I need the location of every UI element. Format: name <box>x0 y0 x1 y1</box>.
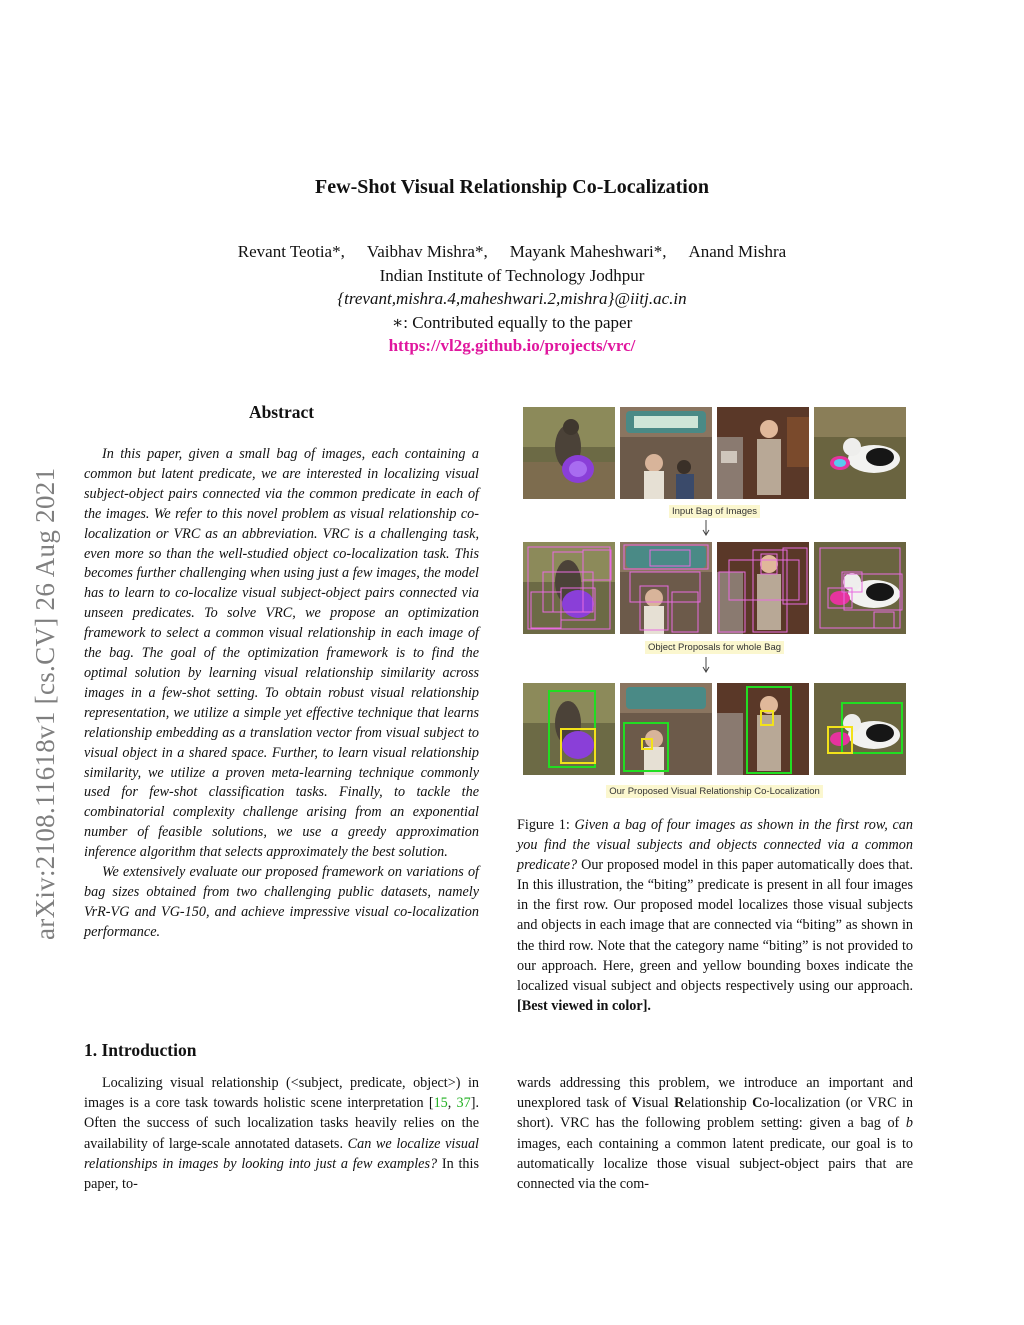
down-arrow-icon <box>701 520 711 536</box>
bag-image-woman-kitchen <box>717 407 809 499</box>
introduction-paragraph: Localizing visual relationship (<subject, predicate, object>) in images is a core task towards holistic scene interpretation [15, 37]. Often the success of such localization tasks heavily relies on the availability of large-scale annotated datasets. Can we localize visual relationships in images by looking into just a few examples? In this paper, to- <box>84 1075 480 1193</box>
author-block <box>0 240 1024 358</box>
author-list <box>0 240 1024 264</box>
result-image-people-shop <box>620 683 712 775</box>
figure-row-colocalization <box>523 683 906 775</box>
proposal-image-people-shop <box>620 542 712 634</box>
author-4: Anand Mishra <box>688 242 787 261</box>
abstract-body <box>84 445 479 943</box>
proposal-image-dog-grass <box>814 542 906 634</box>
contribution-note: ∗: Contributed equally to the paper <box>391 312 633 332</box>
introduction-body <box>84 1073 479 1194</box>
result-image-woman-kitchen <box>717 683 809 775</box>
introduction-heading: 1. Introduction <box>84 1040 197 1060</box>
bag-image-dog-grass <box>814 407 906 499</box>
result-image-dog-frisbee <box>523 683 615 775</box>
proposal-image-woman-kitchen <box>717 542 809 634</box>
paper-title: Few-Shot Visual Relationship Co-Localization <box>315 176 709 198</box>
author-emails: {trevant,mishra.4,maheshwari.2,mishra}@iitj.ac.in <box>337 289 687 308</box>
author-3: Mayank Maheshwari*, <box>509 242 667 261</box>
author-1: Revant Teotia*, <box>237 242 345 261</box>
abstract-paragraph-2: We extensively evaluate our proposed framework on variations of bag sizes obtained from two challenging public datasets, namely VrR-VG and VG-150, and achieve impressive visual co-localization performance. <box>84 864 479 940</box>
project-url-link[interactable]: https://vl2g.github.io/projects/vrc/ <box>388 336 636 355</box>
figure-row-object-proposals <box>523 542 906 634</box>
citation-link[interactable]: 37 <box>456 1095 471 1112</box>
figure-label-object-proposals: Object Proposals for whole Bag <box>523 642 906 653</box>
figure-label-colocalization: Our Proposed Visual Relationship Co-Localization <box>523 786 906 797</box>
figure-1-caption: Figure 1: Given a bag of four images as shown in the first row, can you find the visual subjects and objects connected via a common predicate? Our proposed model in this paper automatically does that. In this illustration, the “biting” predicate is present in all four images in the first row. Our proposed model localizes those visual subjects and objects in each image that are connected via “biting” as shown in the third row. Note that the category name “biting” is not provided to our approach. Here, green and yellow bounding boxes indicate the localized visual subject and objects respectively using our approach.[Best viewed in color]. <box>517 817 913 1014</box>
result-image-dog-grass <box>814 683 906 775</box>
down-arrow-icon <box>701 657 711 673</box>
abstract-heading: Abstract <box>248 402 315 422</box>
bag-image-dog-frisbee <box>523 407 615 499</box>
affiliation: Indian Institute of Technology Jodhpur <box>379 265 645 285</box>
arxiv-identifier: arXiv:2108.11618v1 [cs.CV] 26 Aug 2021 <box>30 467 60 940</box>
author-2: Vaibhav Mishra*, <box>366 242 488 261</box>
right-column-paragraph: wards addressing this problem, we introduce an important and unexplored task of Visual Relationship Co-localization (or VRC in short). VRC has the following problem setting: given a bag of b images, each containing a common latent predicate, our goal is to automatically localize those visual subject-object pairs that are connected via the com- <box>517 1075 913 1193</box>
figure-row-input-images <box>523 407 906 499</box>
right-column-text <box>517 1073 913 1194</box>
citation-link[interactable]: 15 <box>433 1095 448 1112</box>
figure-label-input-bag: Input Bag of Images <box>523 506 906 517</box>
bag-image-people-shop <box>620 407 712 499</box>
proposal-image-dog-frisbee <box>523 542 615 634</box>
abstract-paragraph-1: In this paper, given a small bag of images, each containing a common but latent predicate, we are interested in localizing visual subject-object pairs connected via the common predicate in each of the images. We refer to this novel problem as visual relationship co-localization or VRC as an abbreviation. VRC is a challenging task, even more so than the well-studied object co-localization task. This becomes further challenging when using just a few images, the model has to learn to co-localize visual subject-object pairs connected via unseen predicates. To solve VRC, we propose an optimization framework to select a common visual relationship in each image of the bag. The goal of the optimization framework is to find the optimal solution by learning visual relationship similarity across images in a few-shot setting. To obtain robust visual relationship representation, we utilize a simple yet effective technique that learns relationship embedding as a translation vector from visual subject to visual object in a shared space. Further, to learn visual relationship similarity, we utilize a proven meta-learning technique commonly used for few-shot classification tasks. Finally, to tackle the combinatorial complexity challenge arising from an exponential number of feasible solutions, we use a greedy approximation inference algorithm that selects approximately the best solution. <box>84 446 479 861</box>
